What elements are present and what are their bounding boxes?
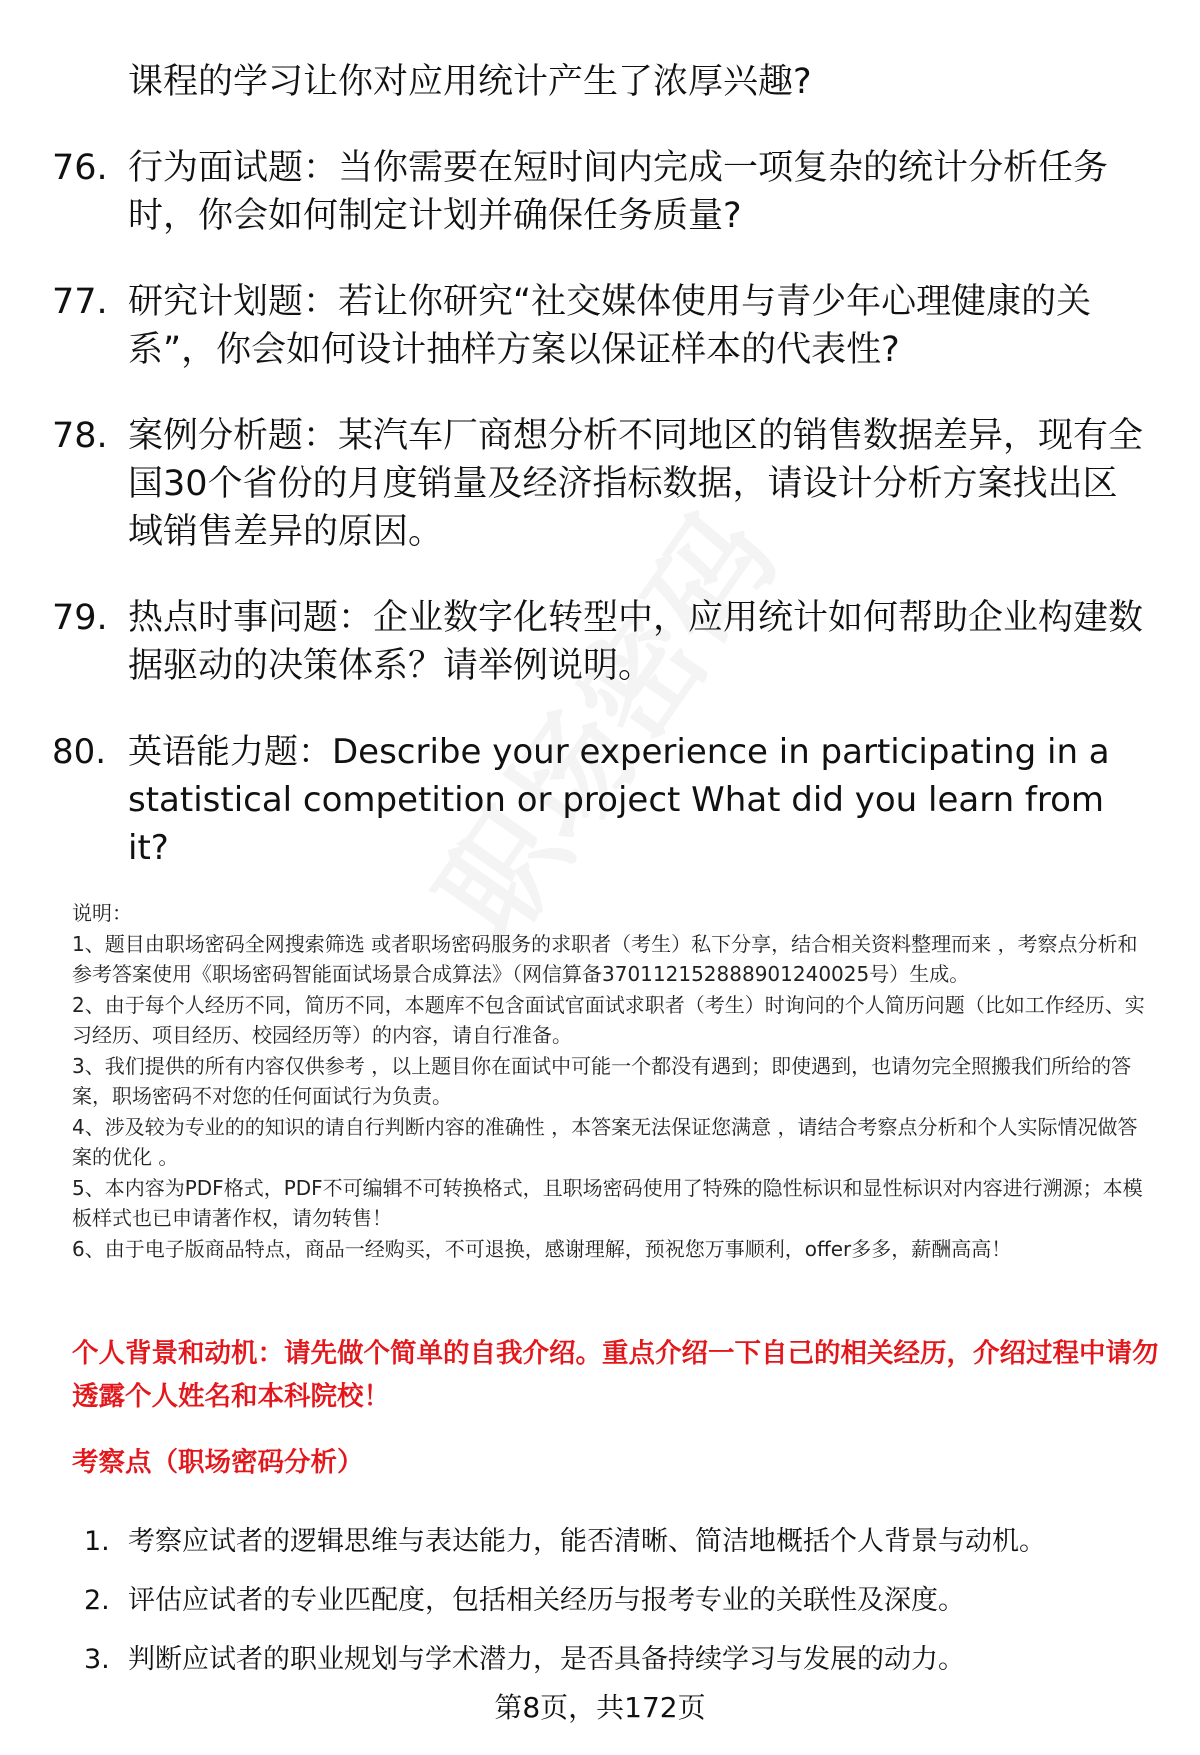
note-line: 4、涉及较为专业的的知识的请自行判断内容的准确性 ，本答案无法保证您满意 ，请结合考察点分析和个人实际情况做答案的优化 。 — [72, 1114, 1138, 1169]
question-number: 77. — [52, 282, 108, 322]
question-number: 76. — [52, 148, 108, 188]
point-text: 判断应试者的职业规划与学术潜力，是否具备持续学习与发展的动力。 — [128, 1644, 965, 1675]
question-text: 英语能力题：Describe your experience in participating in a statistical competition or project What did you learn from it? — [128, 732, 1110, 868]
note-line: 6、由于电子版商品特点，商品一经购买，不可退换，感谢理解，预祝您万事顺利，offer多多，薪酬高高！ — [72, 1236, 1012, 1261]
point-item — [84, 1640, 1164, 1680]
question-text: 行为面试题：当你需要在短时间内完成一项复杂的统计分析任务时，你会如何制定计划并确保任务质量? — [128, 148, 1109, 236]
section-subheading: 考察点（职场密码分析） — [72, 1447, 364, 1478]
point-text: 考察应试者的逻辑思维与表达能力，能否清晰、简洁地概括个人背景与动机。 — [128, 1526, 1046, 1557]
point-number: 3. — [84, 1644, 110, 1675]
note-line: 3、我们提供的所有内容仅供参考 ，以上题目你在面试中可能一个都没有遇到；即使遇到，也请勿完全照搬我们所给的答案，职场密码不对您的任何面试行为负责。 — [72, 1053, 1132, 1108]
question-text: 研究计划题：若让你研究“社交媒体使用与青少年心理健康的关系”，你会如何设计抽样方案以保证样本的代表性? — [128, 282, 1092, 370]
section-heading: 个人背景和动机：请先做个简单的自我介绍。重点介绍一下自己的相关经历，介绍过程中请勿透露个人姓名和本科院校！ — [72, 1338, 1159, 1412]
question-text: 案例分析题：某汽车厂商想分析不同地区的销售数据差异，现有全国30个省份的月度销量及经济指标数据，请设计分析方案找出区域销售差异的原因。 — [128, 416, 1144, 552]
question-number: 78. — [52, 416, 108, 456]
point-text: 评估应试者的专业匹配度，包括相关经历与报考专业的关联性及深度。 — [128, 1585, 965, 1616]
question-item — [52, 728, 1152, 872]
notes-title: 说明： — [72, 901, 132, 925]
assessment-points — [84, 1522, 1164, 1699]
question-75-continuation: 课程的学习让你对应用统计产生了浓厚兴趣? — [128, 62, 812, 102]
point-item — [84, 1522, 1164, 1562]
notes-section — [72, 898, 1152, 1264]
question-item — [52, 412, 1152, 556]
point-number: 2. — [84, 1585, 110, 1616]
question-item — [52, 278, 1152, 374]
point-item — [84, 1581, 1164, 1621]
question-item — [52, 594, 1152, 690]
page-footer: 第8页，共172页 — [494, 1691, 706, 1724]
question-item — [52, 144, 1152, 240]
question-text: 热点时事问题：企业数字化转型中，应用统计如何帮助企业构建数据驱动的决策体系？请举例说明。 — [128, 598, 1144, 686]
point-number: 1. — [84, 1526, 110, 1557]
note-line: 2、由于每个人经历不同，简历不同，本题库不包含面试官面试求职者（考生）时询问的个人简历问题（比如工作经历、实习经历、项目经历、校园经历等）的内容，请自行准备。 — [72, 992, 1145, 1047]
note-line: 5、本内容为PDF格式，PDF不可编辑不可转换格式，且职场密码使用了特殊的隐性标识和显性标识对内容进行溯源；本模板样式也已申请著作权，请勿转售！ — [72, 1175, 1143, 1230]
note-line: 1、题目由职场密码全网搜索筛选 或者职场密码服务的求职者（考生）私下分享，结合相关资料整理而来 ，考察点分析和参考答案使用《职场密码智能面试场景合成算法》（网信算备370112152888901240025号）生成。 — [72, 931, 1138, 986]
question-number: 79. — [52, 598, 108, 638]
question-number: 80. — [52, 732, 107, 772]
question-list — [52, 58, 1152, 872]
